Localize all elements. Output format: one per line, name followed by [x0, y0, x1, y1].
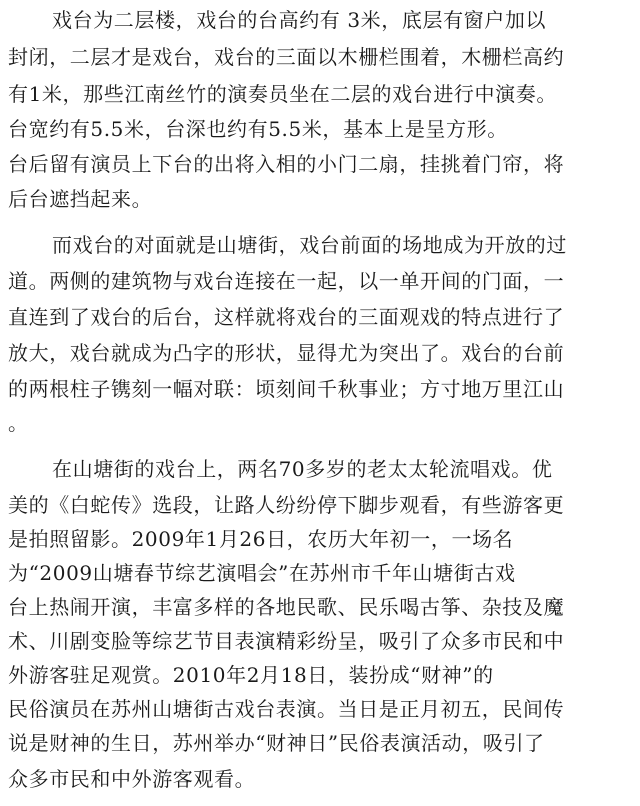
paragraph-3-line-2: 美的《白蛇传》选段，让路人纷纷停下脚步观看，有些游客更	[8, 493, 565, 517]
paragraph-3-line-7: 外游客驻足观赏。2010年2月18日，装扮成“财神”的	[8, 663, 494, 687]
paragraph-3-line-4: 为“2009山塘春节综艺演唱会”在苏州市千年山塘街古戏	[8, 561, 516, 585]
paragraph-2-line-6: 。	[8, 411, 29, 435]
paragraph-3-line-10: 众多市民和中外游客观看。	[8, 767, 256, 791]
paragraph-1-line-3: 有1米，那些江南丝竹的演奏员坐在二层的戏台进行中演奏。	[8, 82, 557, 106]
paragraph-3-line-9: 说是财神的生日，苏州举办“财神日”民俗表演活动，吸引了	[8, 731, 545, 755]
paragraph-2-line-5: 的两根柱子镌刻一幅对联：顷刻间千秋事业；方寸地万里江山	[8, 377, 565, 401]
paragraph-1-line-2: 封闭，二层才是戏台，戏台的三面以木栅栏围着，木栅栏高约	[8, 45, 565, 69]
paragraph-1-line-1: 戏台为二层楼，戏台的台高约有 3米，底层有窗户加以	[52, 8, 547, 32]
paragraph-3-line-5: 台上热闹开演，丰富多样的各地民歌、民乐喝古筝、杂技及魔	[8, 595, 565, 619]
paragraph-2-line-1: 而戏台的对面就是山塘街，戏台前面的场地成为开放的过	[52, 233, 567, 257]
paragraph-1-line-6: 后台遮挡起来。	[8, 187, 153, 211]
paragraph-1-line-5: 台后留有演员上下台的出将入相的小门二扇，挂挑着门帘，将	[8, 152, 565, 176]
paragraph-3-line-3: 是拍照留影。2009年1月26日，农历大年初一，一场名	[8, 527, 514, 551]
paragraph-2-line-2: 道。两侧的建筑物与戏台连接在一起，以一单开间的门面，一	[8, 269, 565, 293]
paragraph-3-line-1: 在山塘街的戏台上，两名70多岁的老太太轮流唱戏。优	[52, 457, 553, 481]
paragraph-3-line-8: 民俗演员在苏州山塘街古戏台表演。当日是正月初五，民间传	[8, 697, 565, 721]
paragraph-2-line-3: 直连到了戏台的后台，这样就将戏台的三面观戏的特点进行了	[8, 305, 565, 329]
paragraph-1-line-4: 台宽约有5.5米，台深也约有5.5米，基本上是呈方形。	[8, 117, 508, 141]
paragraph-3-line-6: 术、川剧变脸等综艺节目表演精彩纷呈，吸引了众多市民和中	[8, 629, 565, 653]
paragraph-2-line-4: 放大，戏台就成为凸字的形状，显得尤为突出了。戏台的台前	[8, 341, 565, 365]
